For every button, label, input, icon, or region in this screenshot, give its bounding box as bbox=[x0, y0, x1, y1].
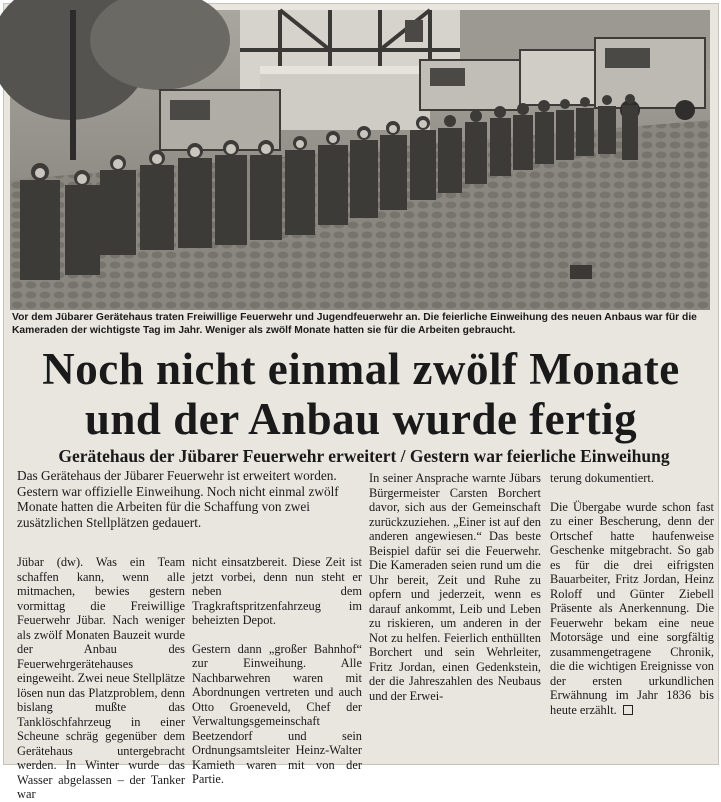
article-paragraph: In seiner Ansprache warnte Jübars Bürgermeister Carsten Borchert davor, sich aus der Gemeinschaft zurückzuziehen. „Einer ist auf den anderen angewiesen.“ Das beste Beispiel dafür sei die Feuerwehr. Die Kameraden seien rund um die Uhr bereit, Zeit und Ruhe zu opfern und jederzeit, wenn es darauf ankommt, Leib und Leben zu riskieren, um anderen in der Not zu helfen. Feierlich enthüllten Borchert und sein Wehrleiter, Fritz Jordan, einen Gedenkstein, der die Jahreszahlen des Neubaus und der Erwei- bbox=[369, 471, 541, 703]
photo-caption: Vor dem Jübarer Gerätehaus traten Freiwillige Feuerwehr und Jugendfeuerwehr an. Die feierliche Einweihung des neuen Anbaus war für die Kameraden der wichtigste Tag im Jahr. Weniger als zwölf Monate hatten sie für die Arbeiten gebraucht. bbox=[12, 312, 697, 336]
end-mark-icon bbox=[623, 705, 633, 715]
article-paragraph bbox=[550, 500, 714, 718]
article-paragraph: Gestern dann „großer Bahnhof“ zur Einweihung. Alle Nachbarwehren waren mit Abordnungen vertreten und auch Otto Groeneveld, Chef der Verwaltungsgemeinschaft Beetzendorf und sein Ordnungsamtsleiter Heinz-Walter Kamieth waren mit von der Partie. bbox=[192, 641, 362, 786]
article-column-3 bbox=[369, 471, 541, 703]
article-column-1 bbox=[17, 555, 185, 802]
photo-fire-brigade bbox=[10, 10, 710, 310]
article-column-2 bbox=[192, 555, 362, 787]
newspaper-clipping bbox=[3, 3, 719, 801]
article-paragraph: Jübar (dw). Was ein Team schaffen kann, wenn alle mitmachen, bewies gestern vormittag die Freiwillige Feuerwehr Jübar. Nach weniger als zwölf Monaten Bauzeit wurde der Anbau des Feuerwehrgerätehauses eingeweiht. Zwei neue Stellplätze lösen nun das Platzproblem, denn bislang mußte das Tanklöschfahrzeug in einer Scheune schräg gegenüber dem Gerätehaus untergebracht werden. In Winter wurde das Wasser abgelassen – der Tanker war bbox=[17, 555, 185, 801]
headline-line-2: und der Anbau wurde fertig bbox=[84, 394, 638, 444]
lead-paragraph: Das Gerätehaus der Jübarer Feuerwehr ist erweitert worden. Gestern war offizielle Einweihung. Noch nicht einmal zwölf Monate hatten die Arbeiten für die Schaffung von zwei zusätzlichen Stellplätzen gedauert. bbox=[17, 468, 339, 530]
news-photo bbox=[10, 10, 710, 310]
article-paragraph: nicht einsatzbereit. Diese Zeit ist jetzt vorbei, denn nun steht er neben dem Tragkraftspritzenfahrzeug im beheizten Depot. bbox=[192, 555, 362, 627]
headline-line-1: Noch nicht einmal zwölf Monate bbox=[42, 344, 680, 394]
article-column-4 bbox=[550, 471, 714, 717]
closing-paragraph-text: Die Übergabe wurde schon fast zu einer Bescherung, denn der Ortschef hatte haufenweise Geschenke mitgebracht. So gab es für die drei eifrigsten Bauarbeiter, Fritz Jordan, Heinz Roloff und Günter Ziebell Präsente als Anerkennung. Die Feuerwehr bekam eine neue Motorsäge und eine sorgfältig zusammengetragene Chronik, die die wichtigen Ereignisse von der ersten urkundlichen Erwähnung im Jahr 1836 bis heute erzählt. bbox=[550, 499, 714, 717]
article-paragraph: terung dokumentiert. bbox=[550, 471, 654, 485]
subheadline: Gerätehaus der Jübarer Feuerwehr erweitert / Gestern war feierliche Einweihung bbox=[58, 446, 670, 466]
